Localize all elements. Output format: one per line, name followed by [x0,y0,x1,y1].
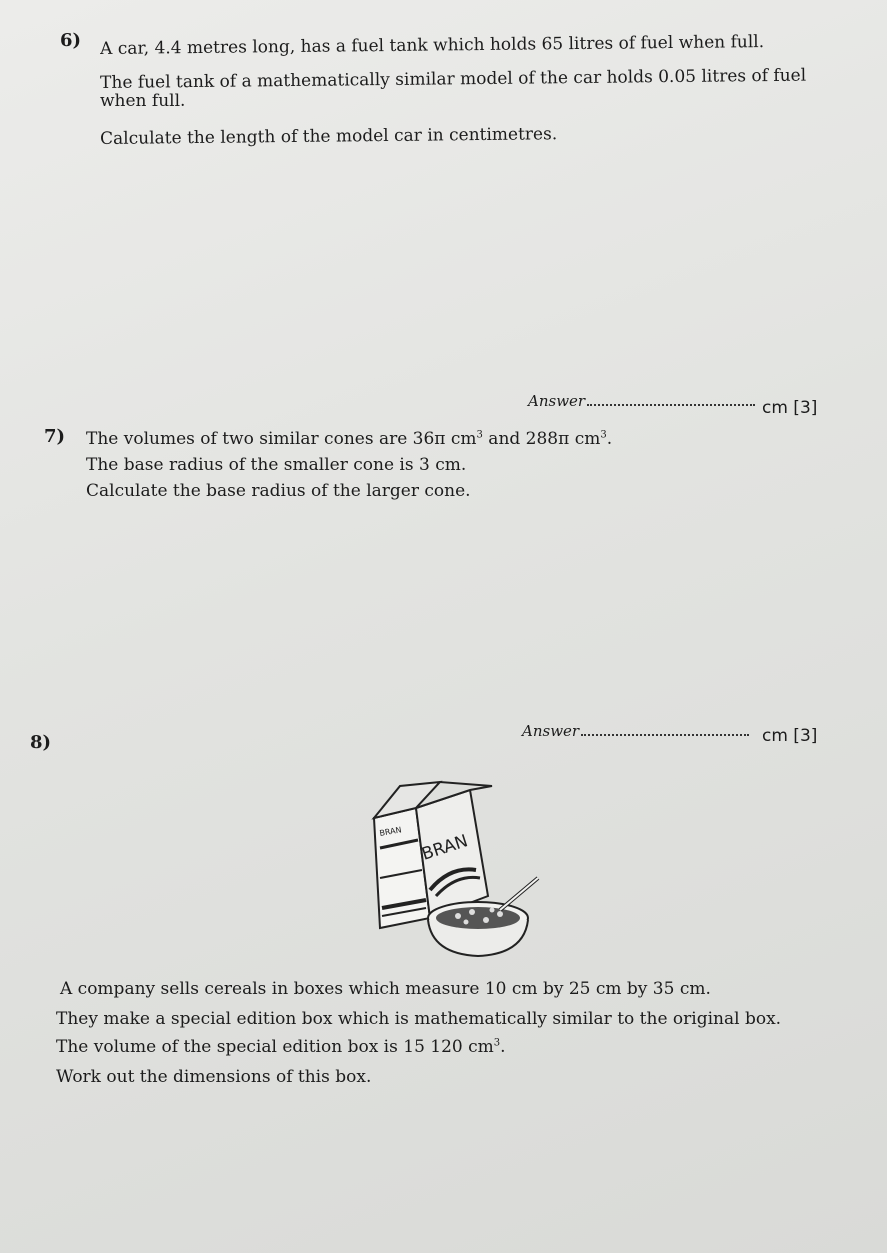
question-6-line-4: Calculate the length of the model car in centimetres. [100,124,558,149]
cereal-box-illustration [360,778,560,958]
question-6-answer-line [528,390,759,410]
question-7-answer-line [522,720,753,740]
question-7-line-3: Calculate the base radius of the larger cone. [86,481,471,501]
box-brand-label: BRAN [419,831,471,865]
question-8-line-4: Work out the dimensions of this box. [56,1067,372,1087]
question-6-unit-marks: cm [3] [762,398,818,418]
question-8-number: 8) [30,732,52,753]
question-7-line-1: The volumes of two similar cones are 36π $cm^3$ and 288π $cm^3$. [86,429,613,449]
question-7-number: 7) [44,426,66,447]
answer-label: Answer [522,722,580,740]
question-6-line-1: A car, 4.4 metres long, has a fuel tank which holds 65 litres of fuel when full. [100,32,765,59]
question-6-line-2: The fuel tank of a mathematically similar model of the car holds 0.05 litres of fuel [100,65,807,93]
question-6-number: 6) [60,30,82,51]
question-6-line-3: when full. [100,91,186,111]
question-7-unit-marks: cm [3] [762,726,818,746]
answer-label: Answer [528,392,586,410]
answer-blank[interactable] [581,720,749,736]
answer-blank[interactable] [587,390,755,406]
question-8-line-3: The volume of the special edition box is 15 120 $cm^3$. [56,1037,506,1057]
question-7-line-2: The base radius of the smaller cone is 3 cm. [86,455,467,475]
box-side-label: BRAN [378,825,403,838]
question-8-line-1: A company sells cereals in boxes which measure 10 cm by 25 cm by 35 cm. [60,979,711,999]
question-8-line-2: They make a special edition box which is mathematically similar to the original box. [56,1009,782,1029]
